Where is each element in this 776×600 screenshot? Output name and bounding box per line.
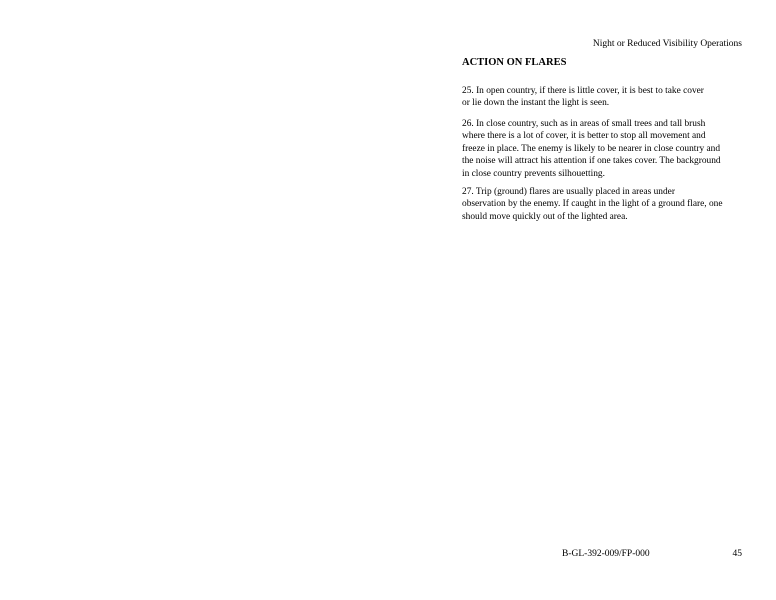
paragraph-26: 26. In close country, such as in areas of small trees and tall brush where there is a lot of cover, it is better to stop all movement and freeze in place. The enemy is likely to be nearer in close country and the noise will attract his attention if one takes cover. The background in close country prevents silhouetting.	[462, 119, 721, 179]
running-header: Night or Reduced Visibility Operations	[592, 39, 742, 49]
footer-document-code: B-GL-392-009/FP-000	[562, 549, 650, 559]
paragraph-27: 27. Trip (ground) flares are usually placed in areas under observation by the enemy. If caught in the light of a ground flare, one should move quickly out of the lighted area.	[462, 187, 723, 222]
paragraph-25: 25. In open country, if there is little cover, it is best to take cover or lie down the instant the light is seen.	[462, 86, 704, 109]
section-heading: ACTION ON FLARES	[462, 57, 567, 68]
page-number: 45	[732, 549, 742, 559]
